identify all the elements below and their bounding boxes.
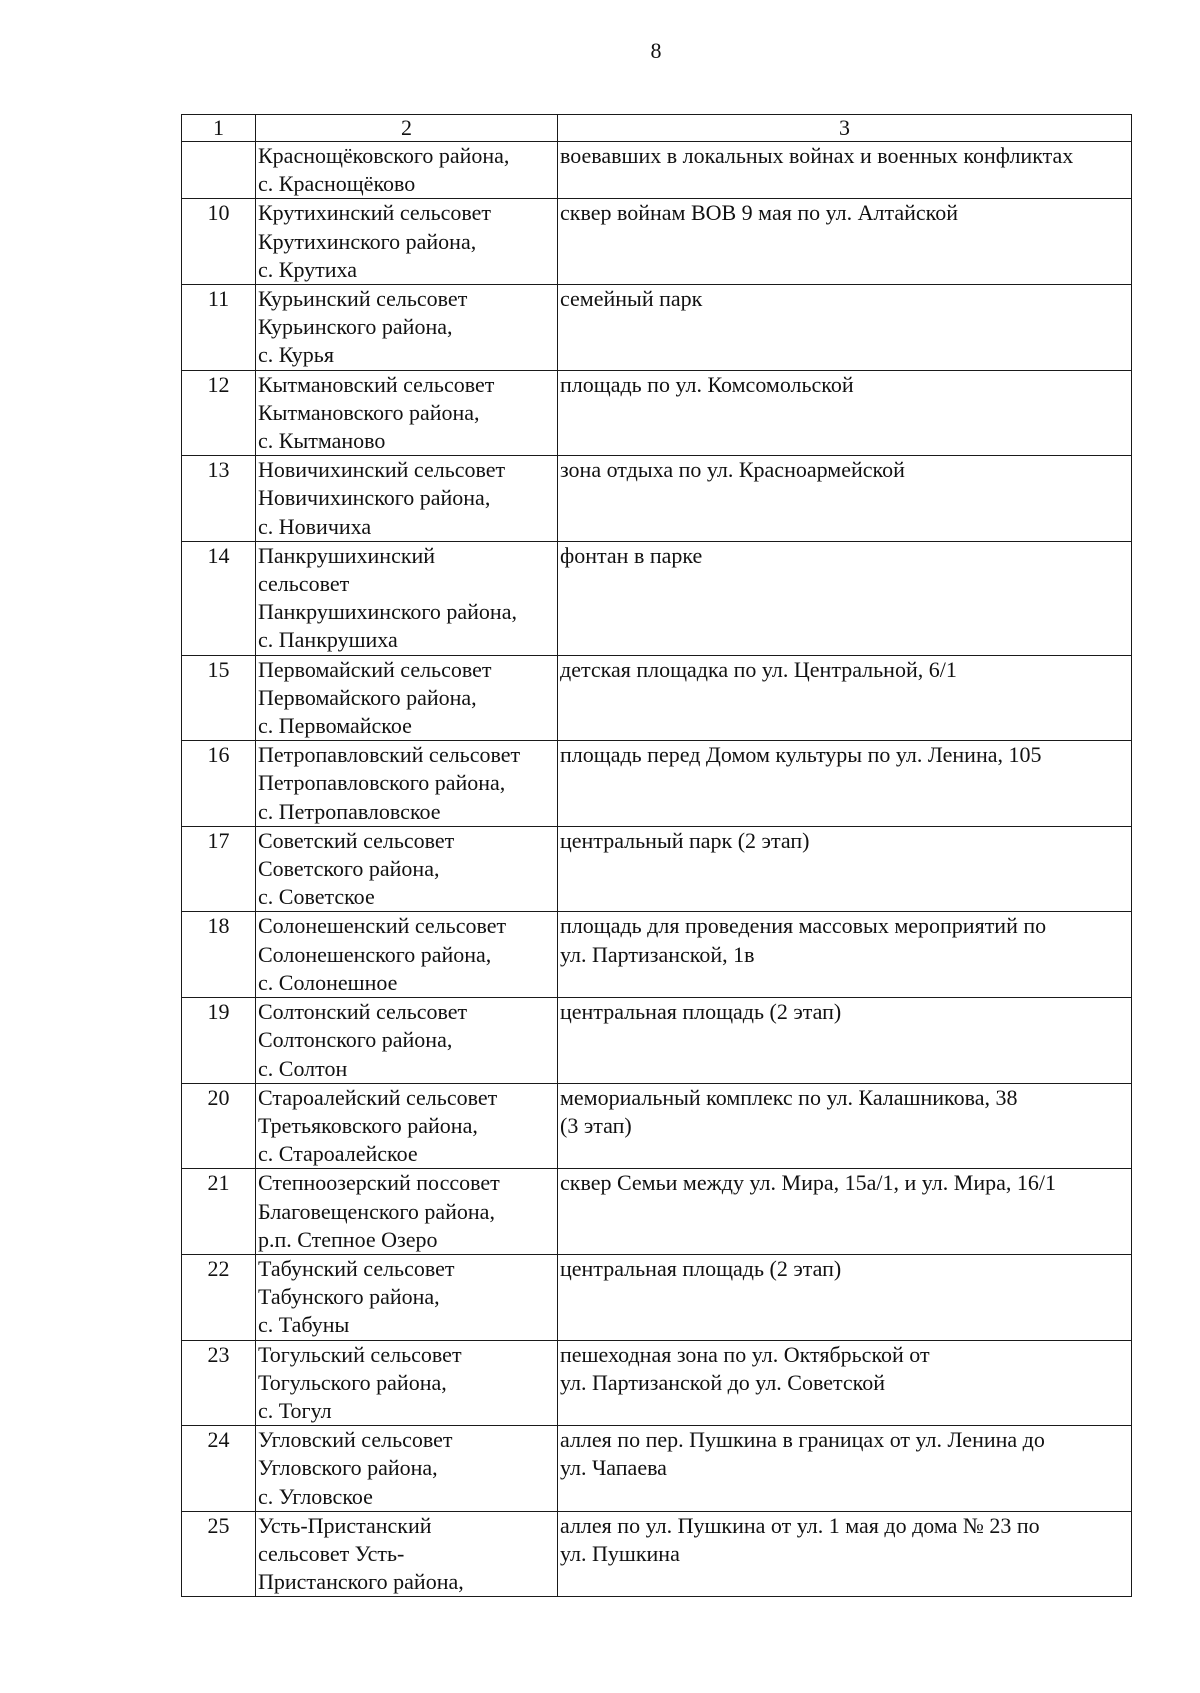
municipality-line: Тогульского района, [258,1369,447,1395]
municipality-line: Угловский сельсовет [258,1427,453,1453]
municipality-line: Солонешенский сельсовет [258,913,507,939]
object-line: площадь по ул. Комсомольской [560,371,854,397]
row-number: 21 [182,1169,256,1255]
municipality-line: с. Курья [258,342,334,368]
municipality-line: Крутихинский сельсовет [258,200,492,226]
municipality-line: сельсовет [258,571,350,597]
municipality-line: с. Петропавловское [258,798,441,824]
object-cell [558,370,1132,456]
object-cell [558,199,1132,285]
object-line: центральная площадь (2 этап) [560,1255,842,1281]
municipality-line: с. Солонешное [258,969,398,995]
object-line: площадь перед Домом культуры по ул. Ленина, 105 [560,742,1042,768]
table-row [182,826,1132,912]
table-row [182,199,1132,285]
municipality-line: с. Первомайское [258,713,412,739]
table-row [182,370,1132,456]
row-number: 15 [182,655,256,741]
municipality-line: Курьинского района, [258,314,453,340]
table-row [182,655,1132,741]
municipality-line: Курьинский сельсовет [258,286,468,312]
municipality-line: Пристанского района, [258,1569,464,1595]
municipality-line: с. Краснощёково [258,171,416,197]
row-number: 24 [182,1426,256,1512]
object-cell [558,998,1132,1084]
row-number: 16 [182,741,256,827]
municipality-line: сельсовет Усть- [258,1540,405,1566]
table-header-row [182,115,1132,142]
row-number: 19 [182,998,256,1084]
municipality-line: с. Табуны [258,1312,350,1338]
object-cell [558,456,1132,542]
row-number: 11 [182,285,256,371]
municipality-cell [256,456,558,542]
object-line: ул. Чапаева [560,1455,667,1481]
municipality-line: Петропавловского района, [258,770,506,796]
object-line: сквер Семьи между ул. Мира, 15а/1, и ул. Мира, 16/1 [560,1170,1056,1196]
table-row [182,1169,1132,1255]
table-row [182,741,1132,827]
row-number: 12 [182,370,256,456]
municipality-line: Солонешенского района, [258,941,492,967]
municipality-line: с. Панкрушиха [258,627,398,653]
row-number: 25 [182,1511,256,1597]
table-row [182,456,1132,542]
municipality-line: р.п. Степное Озеро [258,1226,438,1252]
object-cell [558,541,1132,655]
object-line: ул. Партизанской до ул. Советской [560,1369,885,1395]
object-line: детская площадка по ул. Центральной, 6/1 [560,656,957,682]
municipality-cell [256,655,558,741]
object-cell [558,1511,1132,1597]
object-line: центральный парк (2 этап) [560,827,810,853]
object-line: мемориальный комплекс по ул. Калашникова, 38 [560,1084,1018,1110]
table-row [182,1340,1132,1426]
municipality-line: Тогульский сельсовет [258,1341,462,1367]
municipality-line: Первомайский сельсовет [258,656,492,682]
municipality-cell [256,912,558,998]
municipality-cell [256,285,558,371]
table-row [182,1083,1132,1169]
municipality-line: Староалейский сельсовет [258,1084,498,1110]
municipality-line: с. Новичиха [258,513,372,539]
municipality-line: Краснощёковского района, [258,143,510,168]
municipality-cell [256,1511,558,1597]
municipality-line: Табунский сельсовет [258,1255,455,1281]
municipality-cell [256,1254,558,1340]
object-cell [558,912,1132,998]
object-line: ул. Партизанской, 1в [560,941,755,967]
row-number: 23 [182,1340,256,1426]
object-cell [558,655,1132,741]
row-number: 13 [182,456,256,542]
row-number: 14 [182,541,256,655]
municipality-line: Солтонский сельсовет [258,999,468,1025]
municipality-line: Панкрушихинский [258,542,436,568]
object-cell [558,1254,1132,1340]
municipality-line: Крутихинского района, [258,228,477,254]
object-line: центральная площадь (2 этап) [560,999,842,1025]
object-line: семейный парк [560,286,703,312]
municipality-cell [256,998,558,1084]
object-line: воевавших в локальных войнах и военных конфликтах [560,143,1074,168]
object-cell [558,1426,1132,1512]
row-number: 20 [182,1083,256,1169]
object-cell [558,741,1132,827]
municipality-line: Советского района, [258,856,440,882]
object-cell [558,826,1132,912]
table-row [182,1426,1132,1512]
column-header: 2 [256,115,558,142]
municipality-cell [256,1426,558,1512]
municipality-cell [256,741,558,827]
table-row [182,912,1132,998]
municipality-line: Кытмановский сельсовет [258,371,495,397]
municipality-cell [256,1340,558,1426]
table-body [182,142,1132,1597]
municipality-cell [256,370,558,456]
municipality-line: с. Советское [258,884,375,910]
municipality-cell [256,142,558,199]
row-number [182,142,256,199]
object-line: пешеходная зона по ул. Октябрьской от [560,1341,930,1367]
object-line: ул. Пушкина [560,1540,680,1566]
object-line: зона отдыха по ул. Красноармейской [560,457,905,483]
object-line: фонтан в парке [560,542,703,568]
municipality-line: Петропавловский сельсовет [258,742,521,768]
municipality-line: Солтонского района, [258,1027,453,1053]
municipality-line: с. Крутиха [258,256,358,282]
table-row [182,142,1132,199]
table-row [182,998,1132,1084]
object-cell [558,142,1132,199]
municipality-cell [256,199,558,285]
municipality-line: Благовещенского района, [258,1198,495,1224]
object-cell [558,1083,1132,1169]
row-number: 10 [182,199,256,285]
object-line: сквер войнам ВОВ 9 мая по ул. Алтайской [560,200,959,226]
municipality-line: с. Тогул [258,1397,332,1423]
municipality-line: с. Староалейское [258,1141,418,1167]
row-number: 18 [182,912,256,998]
municipality-cell [256,1169,558,1255]
municipality-line: Первомайского района, [258,684,477,710]
municipality-line: с. Угловское [258,1483,373,1509]
object-cell [558,1340,1132,1426]
object-cell [558,1169,1132,1255]
municipality-line: Кытмановского района, [258,399,480,425]
municipality-line: Советский сельсовет [258,827,455,853]
municipality-line: с. Солтон [258,1055,348,1081]
municipality-line: Панкрушихинского района, [258,599,517,625]
row-number: 22 [182,1254,256,1340]
column-header: 1 [182,115,256,142]
page-number: 8 [650,38,662,63]
object-line: аллея по пер. Пушкина в границах от ул. Ленина до [560,1427,1045,1453]
object-line: (3 этап) [560,1112,632,1138]
municipality-line: Третьяковского района, [258,1112,478,1138]
municipality-cell [256,541,558,655]
table-row [182,1254,1132,1340]
municipality-line: Усть-Пристанский [258,1512,432,1538]
objects-table [181,114,1132,1597]
municipality-cell [256,826,558,912]
municipality-line: Табунского района, [258,1284,440,1310]
table-row [182,285,1132,371]
municipality-line: с. Кытманово [258,428,386,454]
object-line: площадь для проведения массовых мероприятий по [560,913,1047,939]
object-cell [558,285,1132,371]
table-row [182,1511,1132,1597]
municipality-cell [256,1083,558,1169]
municipality-line: Угловского района, [258,1455,438,1481]
municipality-line: Новичихинский сельсовет [258,457,506,483]
object-line: аллея по ул. Пушкина от ул. 1 мая до дома № 23 по [560,1512,1040,1538]
table-row [182,541,1132,655]
row-number: 17 [182,826,256,912]
column-header: 3 [558,115,1132,142]
municipality-line: Новичихинского района, [258,485,491,511]
municipality-line: Степноозерский поссовет [258,1170,500,1196]
